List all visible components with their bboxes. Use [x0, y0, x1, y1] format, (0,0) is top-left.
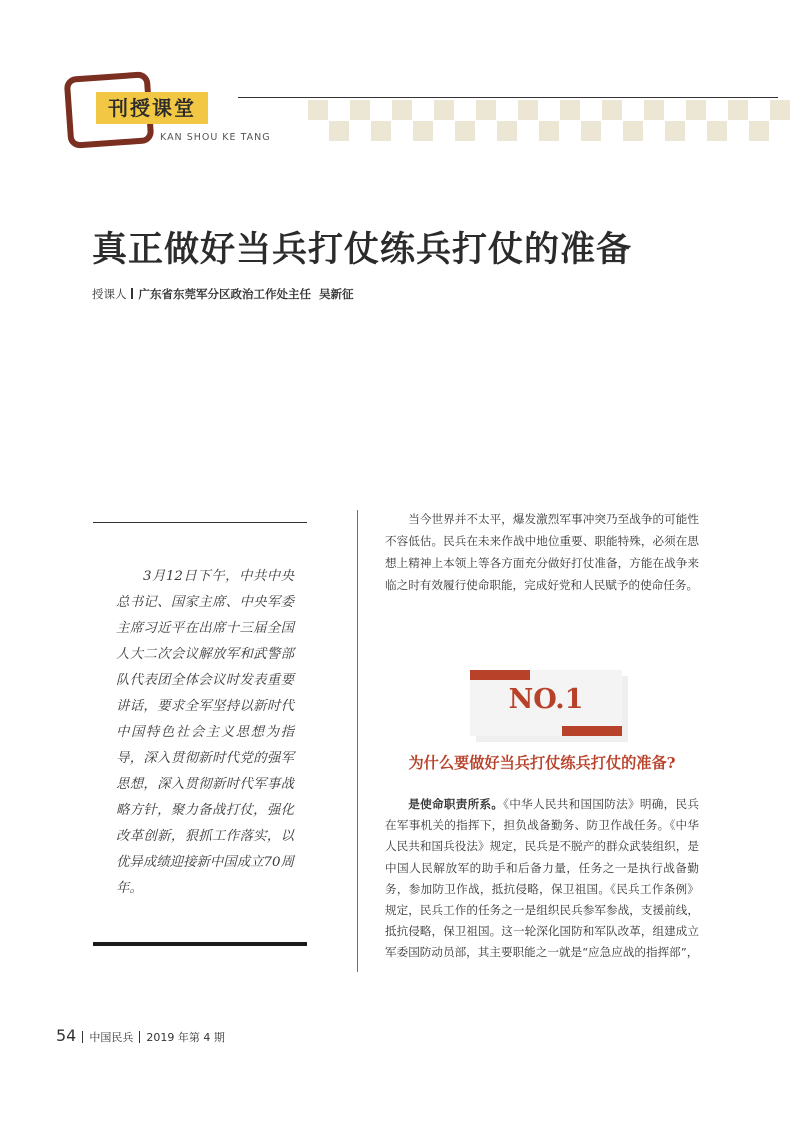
section-number: NO.1 — [508, 684, 584, 715]
checker-square — [728, 100, 748, 120]
quote-rule-bottom — [93, 942, 307, 946]
byline-label: 授课人 — [92, 287, 127, 301]
checker-square — [560, 100, 580, 120]
section-number-box — [470, 670, 630, 744]
quote-text: 3月12日下午，中共中央总书记、国家主席、中央军委主席习近平在出席十三届全国人大二次会议解放军和武警部队代表团全体会议时发表重要讲话，要求全军坚持以新时代中国特色社会主义思想为指导，深入贯彻新时代党的强军思想，深入贯彻新时代军事战略方针，聚力备战打仗，强化改革创新，狠抓工作落实，以优异成绩迎接新中国成立70周年。 — [116, 569, 294, 896]
magazine-name: 中国民兵 — [89, 1031, 134, 1044]
checker-square — [623, 121, 643, 141]
checker-square — [350, 100, 370, 120]
checker-square — [455, 121, 475, 141]
byline-separator — [131, 288, 133, 299]
checker-square — [434, 100, 454, 120]
checker-square — [749, 121, 769, 141]
issue-label: 2019 年第 4 期 — [146, 1031, 225, 1044]
checker-square — [308, 100, 328, 120]
checker-square — [329, 121, 349, 141]
intro-paragraph: 当今世界并不太平，爆发激烈军事冲突乃至战争的可能性不容低估。民兵在未来作战中地位重要、职能特殊，必须在思想上精神上本领上等各方面充分做好打仗准备，方能在战争来临之时有效履行使命职能，完成好党和人民赋予的使命任务。 — [385, 512, 699, 592]
checker-square — [413, 121, 433, 141]
checker-square — [602, 100, 622, 120]
section-number-bar-bottom — [562, 726, 622, 736]
section-body-text: 《中华人民共和国国防法》明确，民兵在军事机关的指挥下，担负战备勤务、防卫作战任务。《中华人民共和国兵役法》规定，民兵是不脱产的群众武装组织，是中国人民解放军的助手和后备力量，任务之一是执行战备勤务，参加防卫作战，抵抗侵略，保卫祖国。《民兵工作条例》规定，民兵工作的任务之一是组织民兵参军参战，支援前线，抵抗侵略，保卫祖国。这一轮深化国防和军队改革，组建成立军委国防动员部，其主要职能之一就是“应急应战的指挥部”， — [385, 797, 699, 960]
page-number: 54 — [56, 1026, 77, 1045]
header-rule — [238, 97, 778, 98]
checker-square — [686, 100, 706, 120]
byline-org: 广东省东莞军分区政治工作处主任 — [138, 287, 311, 301]
footer-separator — [82, 1031, 83, 1043]
checker-square — [476, 100, 496, 120]
section-body — [385, 794, 699, 964]
section-heading: 为什么要做好当兵打仗练兵打仗的准备? — [408, 754, 676, 772]
checker-square — [665, 121, 685, 141]
checker-square — [371, 121, 391, 141]
page-footer — [56, 1026, 225, 1045]
checker-square — [539, 121, 559, 141]
byline — [92, 286, 354, 302]
checker-square — [518, 100, 538, 120]
footer-separator-2 — [139, 1031, 140, 1043]
section-number-bar-top — [470, 670, 530, 680]
article-title: 真正做好当兵打仗练兵打仗的准备 — [92, 230, 633, 270]
checker-pattern — [308, 100, 778, 142]
checker-square — [497, 121, 517, 141]
checker-square — [770, 100, 790, 120]
column-divider — [357, 510, 358, 972]
column-name: 刊授课堂 — [96, 92, 208, 124]
byline-author: 吴新征 — [319, 287, 354, 301]
checker-square — [644, 100, 664, 120]
column-pinyin: KAN SHOU KE TANG — [160, 132, 271, 143]
checker-square — [392, 100, 412, 120]
checker-square — [707, 121, 727, 141]
quote-rule-top — [93, 522, 307, 523]
section-lead: 是使命职责所系。 — [408, 797, 504, 811]
checker-square — [581, 121, 601, 141]
